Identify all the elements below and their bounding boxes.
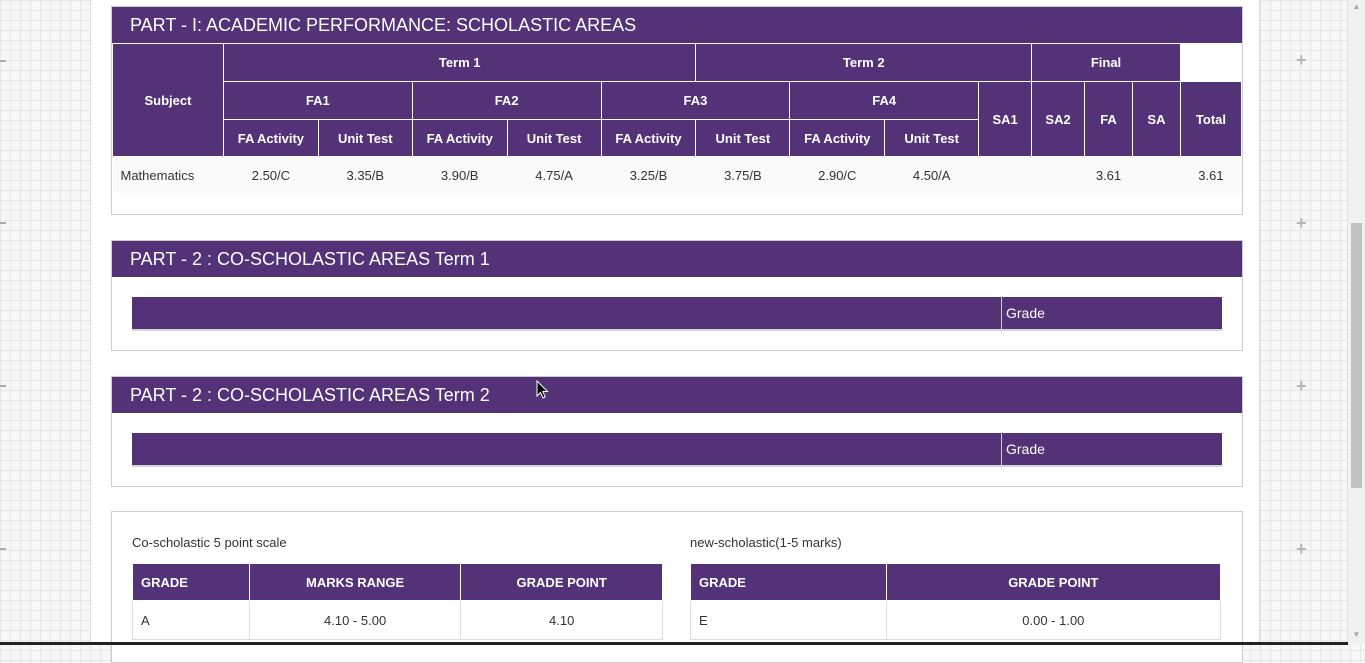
sa2-cell [1032,157,1085,194]
fa4-unit-test-cell: 4.50/A [885,157,979,194]
report-card-page [90,0,1260,645]
grading-scales-panel [111,511,1243,663]
scroll-up-arrow-icon[interactable]: ▲ [1352,2,1361,11]
sa1-cell [979,157,1032,194]
scholastic-panel [111,6,1243,215]
coscholastic-term1-panel [111,240,1243,351]
grid-dash [0,222,6,224]
grade-cell: A [133,601,250,640]
fa4-unit-test-header: Unit Test [885,120,979,157]
scroll-down-arrow-icon[interactable]: ▼ [1352,630,1361,639]
marks-range-header: MARKS RANGE [249,564,461,601]
table-row [691,601,1221,640]
new-scholastic-table [690,563,1221,640]
final-fa-cell: 3.61 [1085,157,1133,194]
coscholastic-term1-title: PART - 2 : CO-SCHOLASTIC AREAS Term 1 [112,241,1242,277]
grid-plus-icon: + [1296,213,1307,233]
final-fa-header: FA [1085,82,1133,157]
final-total-header: Total [1180,82,1241,157]
grid-dash [0,385,6,387]
final-header: Final [1032,44,1181,82]
sa2-header: SA2 [1032,82,1085,157]
table-row [113,157,1242,194]
fa2-activity-cell: 3.90/B [412,157,507,194]
grade-header: Grade [1001,297,1045,329]
grade-point-cell: 0.00 - 1.00 [886,601,1220,640]
grade-cell: E [691,601,887,640]
coscholastic-scale-table [132,563,663,640]
final-sa-header: SA [1132,82,1180,157]
grid-plus-icon: + [1296,539,1307,559]
fa3-activity-cell: 3.25/B [601,157,696,194]
final-total-cell: 3.61 [1180,157,1241,194]
grid-dash [0,548,6,550]
marks-range-cell: 4.10 - 5.00 [249,601,461,640]
grade-header: Grade [1001,433,1045,465]
coscholastic-term2-title: PART - 2 : CO-SCHOLASTIC AREAS Term 2 [112,377,1242,413]
fa2-header: FA2 [412,82,601,120]
fa2-activity-header: FA Activity [412,120,507,157]
mouse-cursor-icon [536,380,550,400]
grid-dash [0,60,6,62]
fa1-activity-header: FA Activity [223,120,318,157]
scholastic-table [112,43,1242,193]
subject-cell: Mathematics [113,157,224,194]
grade-point-header: GRADE POINT [886,564,1220,601]
sa1-header: SA1 [979,82,1032,157]
fa1-unit-test-cell: 3.35/B [318,157,412,194]
fa3-unit-test-cell: 3.75/B [696,157,790,194]
fa1-unit-test-header: Unit Test [318,120,412,157]
grade-point-cell: 4.10 [461,601,663,640]
scholastic-panel-title: PART - I: ACADEMIC PERFORMANCE: SCHOLASTIC AREAS [112,7,1242,43]
fa2-unit-test-header: Unit Test [507,120,601,157]
fa4-activity-cell: 2.90/C [790,157,885,194]
grid-plus-icon: + [1296,50,1307,70]
term2-header: Term 2 [696,44,1032,82]
fa2-unit-test-cell: 4.75/A [507,157,601,194]
fa1-header: FA1 [223,82,412,120]
vertical-scrollbar[interactable] [1347,0,1365,645]
coscholastic-term2-panel [111,376,1243,487]
subject-header: Subject [113,44,224,157]
fa1-activity-cell: 2.50/C [223,157,318,194]
fa3-unit-test-header: Unit Test [696,120,790,157]
grid-plus-icon: + [1296,376,1307,396]
table-row [133,601,663,640]
coscholastic-term1-header-bar [132,297,1222,331]
fa3-activity-header: FA Activity [601,120,696,157]
fa4-activity-header: FA Activity [790,120,885,157]
scrollbar-thumb[interactable] [1351,223,1362,488]
grade-point-header: GRADE POINT [461,564,663,601]
new-scholastic-title: new-scholastic(1-5 marks) [690,535,842,550]
coscholastic-scale-title: Co-scholastic 5 point scale [132,535,287,550]
final-sa-cell [1132,157,1180,194]
grade-header: GRADE [691,564,887,601]
fa4-header: FA4 [790,82,979,120]
fa3-header: FA3 [601,82,790,120]
coscholastic-term2-header-bar [132,433,1222,467]
term1-header: Term 1 [223,44,696,82]
grade-header: GRADE [133,564,250,601]
